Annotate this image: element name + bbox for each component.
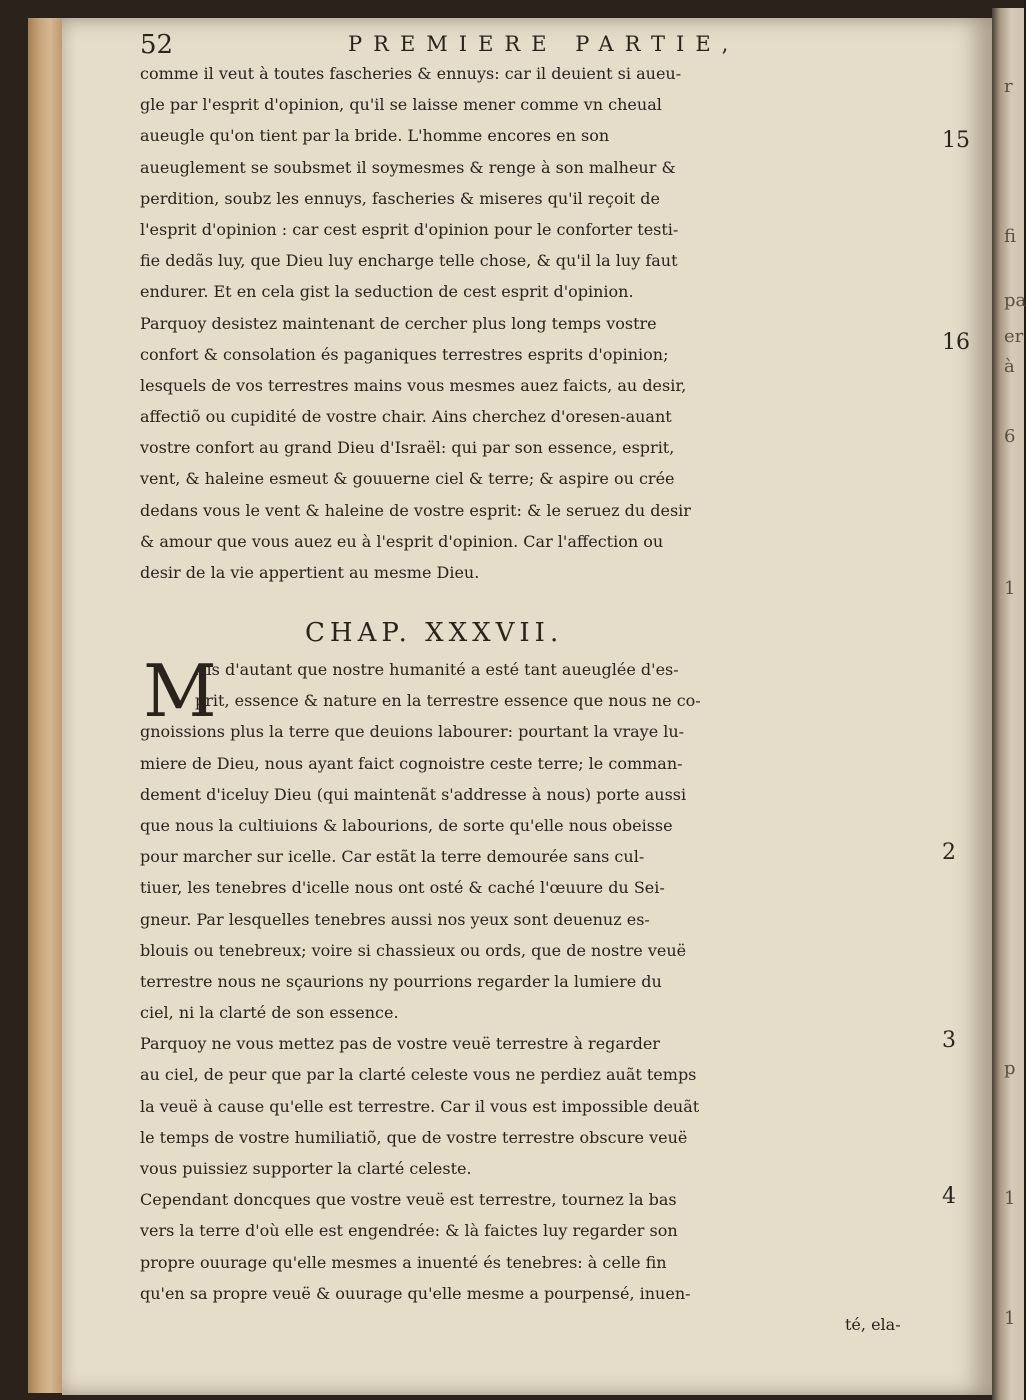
text-line: propre ouurage qu'elle mesmes a inuenté és tenebres: à celle fin — [140, 1252, 667, 1272]
text-line: vostre confort au grand Dieu d'Israël: qui par son essence, esprit, — [140, 438, 675, 458]
text-line: affectiõ ou cupidité de vostre chair. Ains cherchez d'oresen-auant — [140, 407, 672, 427]
section-1 — [140, 58, 940, 588]
catchword: té, ela- — [845, 1314, 901, 1334]
text-line: gnoissions plus la terre que deuions labourer: pourtant la vraye lu- — [140, 722, 685, 742]
text-line: lesquels de vos terrestres mains vous mesmes auez faicts, au desir, — [140, 375, 687, 395]
text-line: Parquoy ne vous mettez pas de vostre veuë terrestre à regarder — [140, 1034, 660, 1054]
adjacent-fragment: p — [1004, 1058, 1016, 1079]
text-line: vous puissiez supporter la clarté celeste. — [140, 1159, 472, 1178]
drop-cap: M — [143, 649, 217, 733]
margin-verse-number: 15 — [942, 128, 970, 153]
adjacent-fragment: 1 — [1004, 1188, 1016, 1209]
text-line: prit, essence & nature en la terrestre essence que nous ne co- — [195, 691, 701, 711]
adjacent-fragment: er — [1004, 326, 1024, 347]
adjacent-fragment: r — [1004, 76, 1013, 97]
text-line: miere de Dieu, nous ayant faict cognoistre ceste terre; le comman- — [140, 753, 683, 773]
chapter-heading: CHAP. XXXVII. — [305, 618, 564, 648]
margin-verse-number: 16 — [942, 330, 970, 355]
adjacent-fragment: pa — [1004, 290, 1026, 311]
adjacent-fragment: 1 — [1004, 1308, 1016, 1329]
text-line: gneur. Par lesquelles tenebres aussi nos yeux sont deuenuz es- — [140, 909, 650, 929]
text-line: perdition, soubz les ennuys, fascheries & miseres qu'il reçoit de — [140, 188, 660, 208]
text-line: & amour que vous auez eu à l'esprit d'opinion. Car l'affection ou — [140, 531, 664, 551]
text-line: pour marcher sur icelle. Car estãt la terre demourée sans cul- — [140, 847, 645, 867]
adjacent-fragment: à — [1004, 356, 1015, 377]
adjacent-fragment: 6 — [1004, 426, 1016, 447]
text-line: ciel, ni la clarté de son essence. — [140, 1003, 399, 1023]
adjacent-fragment: fi — [1004, 226, 1017, 247]
text-line: desir de la vie appertient au mesme Dieu. — [140, 563, 480, 582]
text-line: Ais d'autant que nostre humanité a esté tant aueuglée d'es- — [195, 660, 679, 679]
text-line: Parquoy desistez maintenant de cercher plus long temps vostre — [140, 313, 657, 333]
text-line: blouis ou tenebreux; voire si chassieux ou ords, que de nostre veuë — [140, 940, 687, 960]
page-number: 52 — [140, 30, 174, 60]
text-line: vent, & haleine esmeut & gouuerne ciel & terre; & aspire ou crée — [140, 469, 675, 489]
margin-verse-number: 2 — [942, 840, 956, 865]
text-line: au ciel, de peur que par la clarté celeste vous ne perdiez auãt temps — [140, 1065, 697, 1085]
text-line: le temps de vostre humiliatiõ, que de vostre terrestre obscure veuë — [140, 1127, 688, 1147]
margin-verse-number: 3 — [942, 1028, 956, 1053]
text-line: comme il veut à toutes fascheries & ennuys: car il deuient si aueu- — [140, 64, 682, 83]
text-line: que nous la cultiuions & labourions, de sorte qu'elle nous obeisse — [140, 815, 673, 835]
text-line: terrestre nous ne sçaurions ny pourrions regarder la lumiere du — [140, 971, 662, 991]
adjacent-page — [992, 8, 1024, 1400]
margin-verse-number: 4 — [942, 1184, 956, 1209]
adjacent-fragment: 1 — [1004, 578, 1016, 599]
chapter-body — [140, 649, 940, 1340]
text-line: fie dedãs luy, que Dieu luy encharge telle chose, & qu'il la luy faut — [140, 251, 678, 271]
text-line: dement d'iceluy Dieu (qui maintenãt s'addresse à nous) porte aussi — [140, 784, 687, 804]
text-line: qu'en sa propre veuë & ouurage qu'elle mesme a pourpensé, inuen- — [140, 1283, 691, 1303]
text-line: aueuglement se soubsmet il soymesmes & renge à son malheur & — [140, 157, 676, 177]
text-line: l'esprit d'opinion : car cest esprit d'opinion pour le conforter testi- — [140, 219, 679, 239]
text-line: endurer. Et en cela gist la seduction de cest esprit d'opinion. — [140, 282, 634, 302]
running-head — [118, 16, 948, 60]
text-line: aueugle qu'on tient par la bride. L'homme encores en son — [140, 126, 610, 146]
text-line: tiuer, les tenebres d'icelle nous ont osté & caché l'œuure du Sei- — [140, 878, 665, 898]
text-line: la veuë à cause qu'elle est terrestre. Car il vous est impossible deuãt — [140, 1096, 700, 1116]
header-title: PREMIERE PARTIE, — [348, 32, 740, 56]
text-line: dedans vous le vent & haleine de vostre esprit: & le seruez du desir — [140, 500, 691, 520]
text-line: confort & consolation és paganiques terrestres esprits d'opinion; — [140, 344, 669, 364]
text-line: vers la terre d'où elle est engendrée: & là faictes luy regarder son — [140, 1221, 678, 1241]
text-line: gle par l'esprit d'opinion, qu'il se laisse mener comme vn cheual — [140, 95, 662, 115]
text-line: Cependant doncques que vostre veuë est terrestre, tournez la bas — [140, 1190, 677, 1210]
